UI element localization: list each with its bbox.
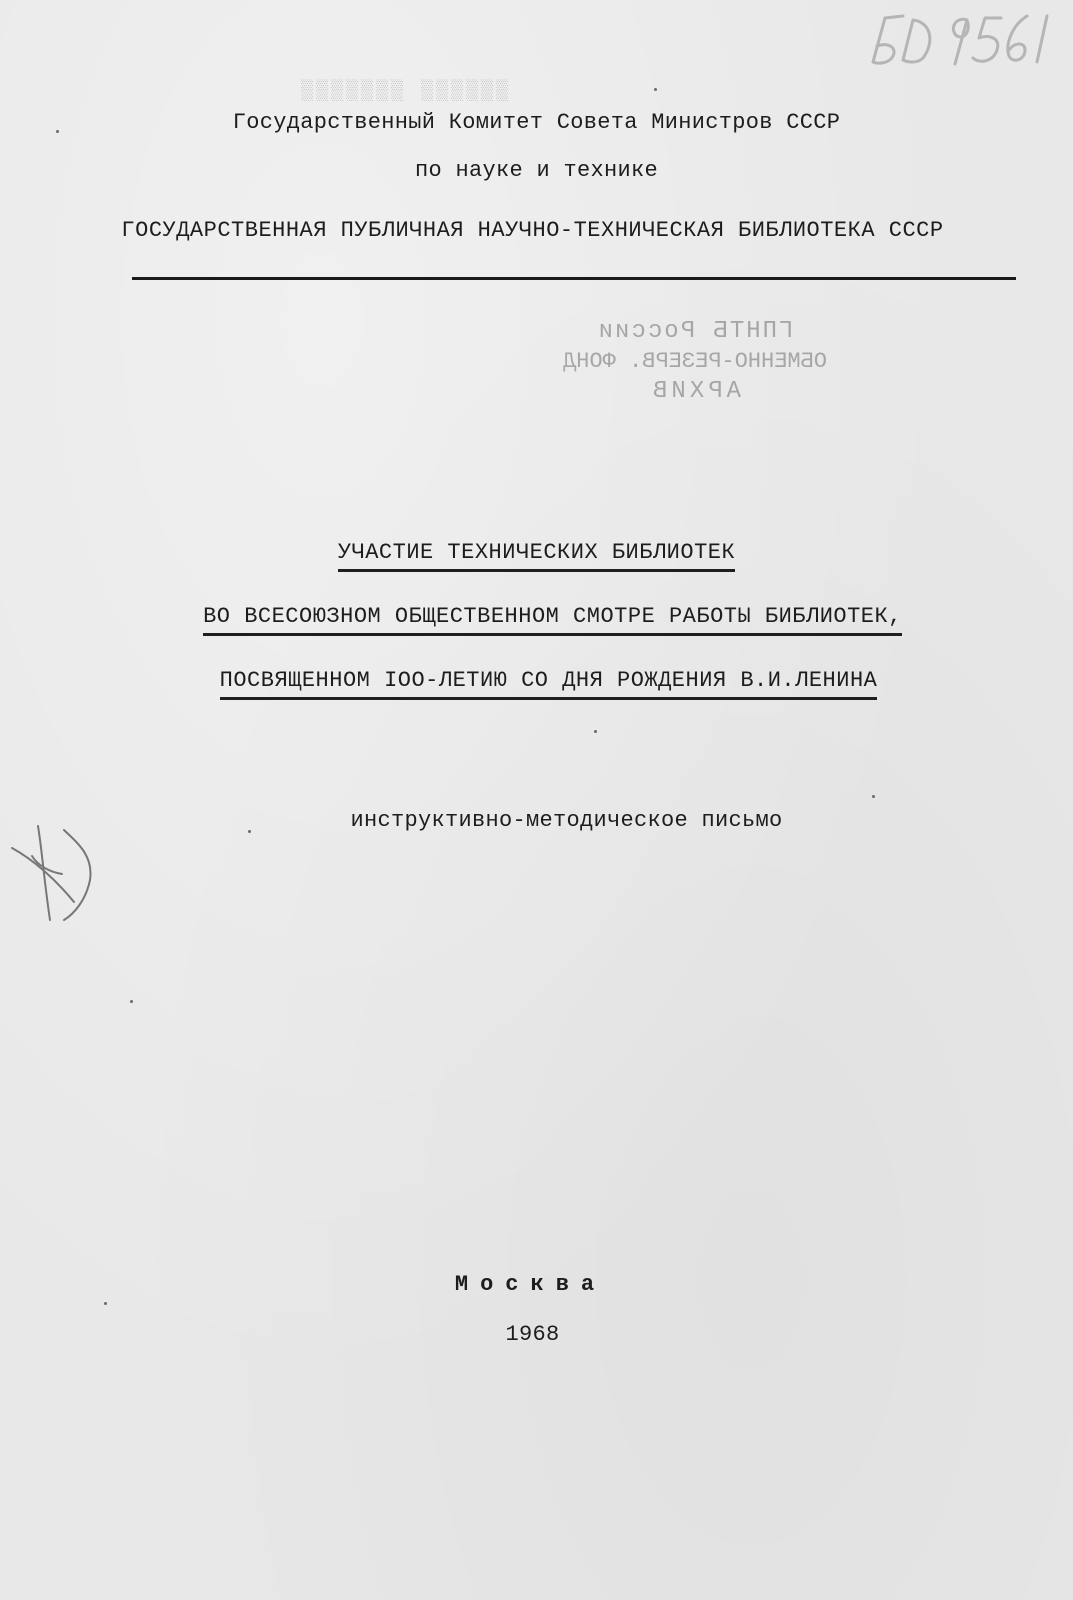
title-line-2: ВО ВСЕСОЮЗНОМ ОБЩЕСТВЕННОМ СМОТРЕ РАБОТЫ БИБЛИОТЕК, xyxy=(16,604,1073,636)
paper-speck xyxy=(248,830,251,833)
document-subtitle: инструктивно-методическое письмо xyxy=(350,808,783,833)
bleed-through-text: ▒▒▒▒▒▒ ▒▒▒▒▒▒▒ xyxy=(298,80,509,103)
library-stamp xyxy=(560,318,830,405)
paper-speck xyxy=(104,1302,107,1305)
title-line-3: ПОСВЯЩЕННОМ IOO-ЛЕТИЮ СО ДНЯ РОЖДЕНИЯ В.И.ЛЕНИНА xyxy=(12,668,1073,700)
paper-speck xyxy=(130,1000,133,1003)
title-line-1: УЧАСТИЕ ТЕХНИЧЕСКИХ БИБЛИОТЕК xyxy=(0,540,1073,572)
paper-speck xyxy=(594,730,597,733)
footer-year: 1968 xyxy=(505,1322,560,1347)
header-line-committee: Государственный Комитет Совета Министров СССР xyxy=(232,110,841,135)
header-divider xyxy=(132,277,1016,280)
header-line-science: по науке и технике xyxy=(414,158,659,183)
stamp-line-1: ГПНТБ России xyxy=(596,318,794,345)
stamp-line-2: ОБМЕННО-РЕЗЕРВ. ФОНД xyxy=(562,349,828,374)
stamp-line-3: АРХИВ xyxy=(649,378,742,405)
paper-speck xyxy=(872,795,875,798)
margin-pencil-mark xyxy=(4,820,114,930)
paper-speck xyxy=(56,130,59,133)
handwritten-catalog-number xyxy=(855,6,1055,70)
footer-city: Москва xyxy=(454,1272,607,1297)
header-line-library: ГОСУДАРСТВЕННАЯ ПУБЛИЧНАЯ НАУЧНО-ТЕХНИЧЕСКАЯ БИБЛИОТЕКА СССР xyxy=(121,218,944,243)
paper-speck xyxy=(654,88,657,91)
